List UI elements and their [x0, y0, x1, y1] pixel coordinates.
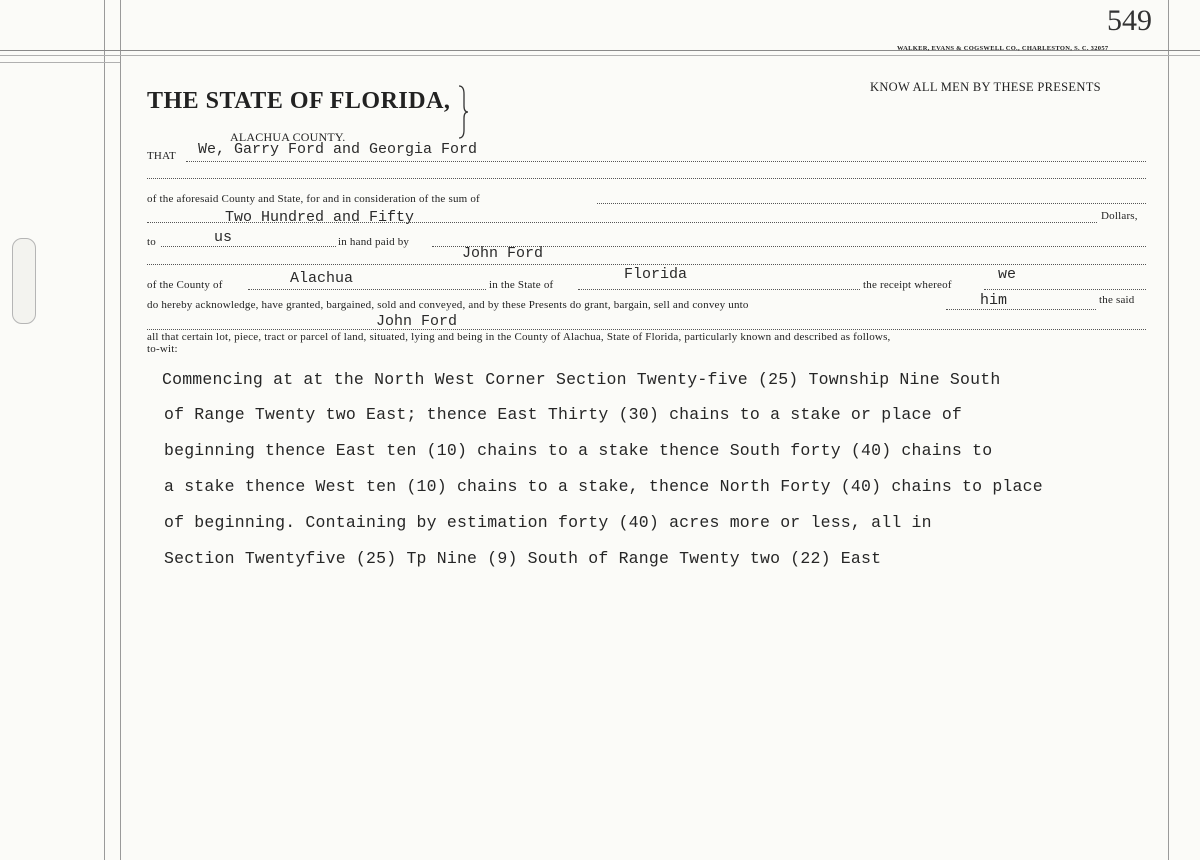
grantors-value: We, Garry Ford and Georgia Ford [198, 141, 478, 158]
state-of-label: in the State of [489, 279, 554, 291]
fill-line-grantee [147, 329, 1146, 330]
description-line-4: a stake thence West ten (10) chains to a stake, thence North Forty (40) chains to place [164, 477, 1043, 496]
receipt-value: we [998, 266, 1017, 283]
header-rule-bottom [0, 55, 1200, 56]
to-wit-label: to-wit: [147, 343, 178, 355]
printer-imprint: WALKER, EVANS & COGSWELL CO., CHARLESTON, S. C. 32057 [897, 45, 1109, 52]
margin-line-left-outer [104, 0, 105, 860]
consideration-text: of the aforesaid County and State, for and in consideration of the sum of [147, 193, 480, 205]
grant-text: do hereby acknowledge, have granted, bargained, sold and conveyed, and by these Presents do grant, bargain, sell and convey unto [147, 299, 749, 311]
county-of-label: of the County of [147, 279, 223, 291]
margin-line-right [1168, 0, 1169, 860]
grantee-value: John Ford [376, 313, 458, 330]
county-heading: ALACHUA COUNTY. [230, 130, 346, 144]
know-all-men: KNOW ALL MEN BY THESE PRESENTS [870, 80, 1101, 94]
land-text: all that certain lot, piece, tract or parcel of land, situated, lying and being in the County of Alachua, State of Florida, particularly known and described as follows, [147, 331, 891, 343]
county-value: Alachua [290, 270, 354, 287]
fill-line-grantors [186, 161, 1146, 162]
margin-line-left-inner [120, 0, 121, 860]
state-value: Florida [624, 266, 688, 283]
the-said-label: the said [1099, 294, 1135, 306]
page-number: 549 [1107, 4, 1152, 37]
description-line-2: of Range Twenty two East; thence East Thirty (30) chains to a stake or place of [164, 405, 963, 424]
brace-icon [456, 84, 470, 140]
to-value: us [214, 229, 233, 246]
description-line-1: Commencing at at the North West Corner Section Twenty-five (25) Township Nine South [162, 370, 1001, 389]
margin-rule [0, 62, 120, 63]
fill-line-state [578, 289, 860, 290]
receipt-label: the receipt whereof [863, 279, 952, 291]
paid-by-value: John Ford [462, 245, 544, 262]
fill-line-to [161, 246, 336, 247]
dollars-label: Dollars, [1101, 210, 1138, 222]
description-line-3: beginning thence East ten (10) chains to a stake thence South forty (40) chains to [164, 441, 993, 460]
fill-line-grantee-pronoun [946, 309, 1096, 310]
grantee-pronoun: him [980, 292, 1008, 309]
amount-value: Two Hundred and Fifty [225, 209, 415, 226]
binder-hole [12, 238, 36, 324]
document-title: THE STATE OF FLORIDA, [147, 88, 451, 114]
to-label: to [147, 236, 156, 248]
fill-line-consideration [597, 203, 1146, 204]
description-line-5: of beginning. Containing by estimation forty (40) acres more or less, all in [164, 513, 932, 532]
in-hand-paid-label: in hand paid by [338, 236, 410, 248]
fill-line-paid-by-name [147, 264, 1146, 265]
that-label: THAT [147, 150, 176, 162]
fill-line-county [248, 289, 486, 290]
fill-line-receipt [984, 289, 1146, 290]
description-line-6: Section Twentyfive (25) Tp Nine (9) South of Range Twenty two (22) East [164, 549, 882, 568]
fill-line-blank [147, 178, 1146, 179]
